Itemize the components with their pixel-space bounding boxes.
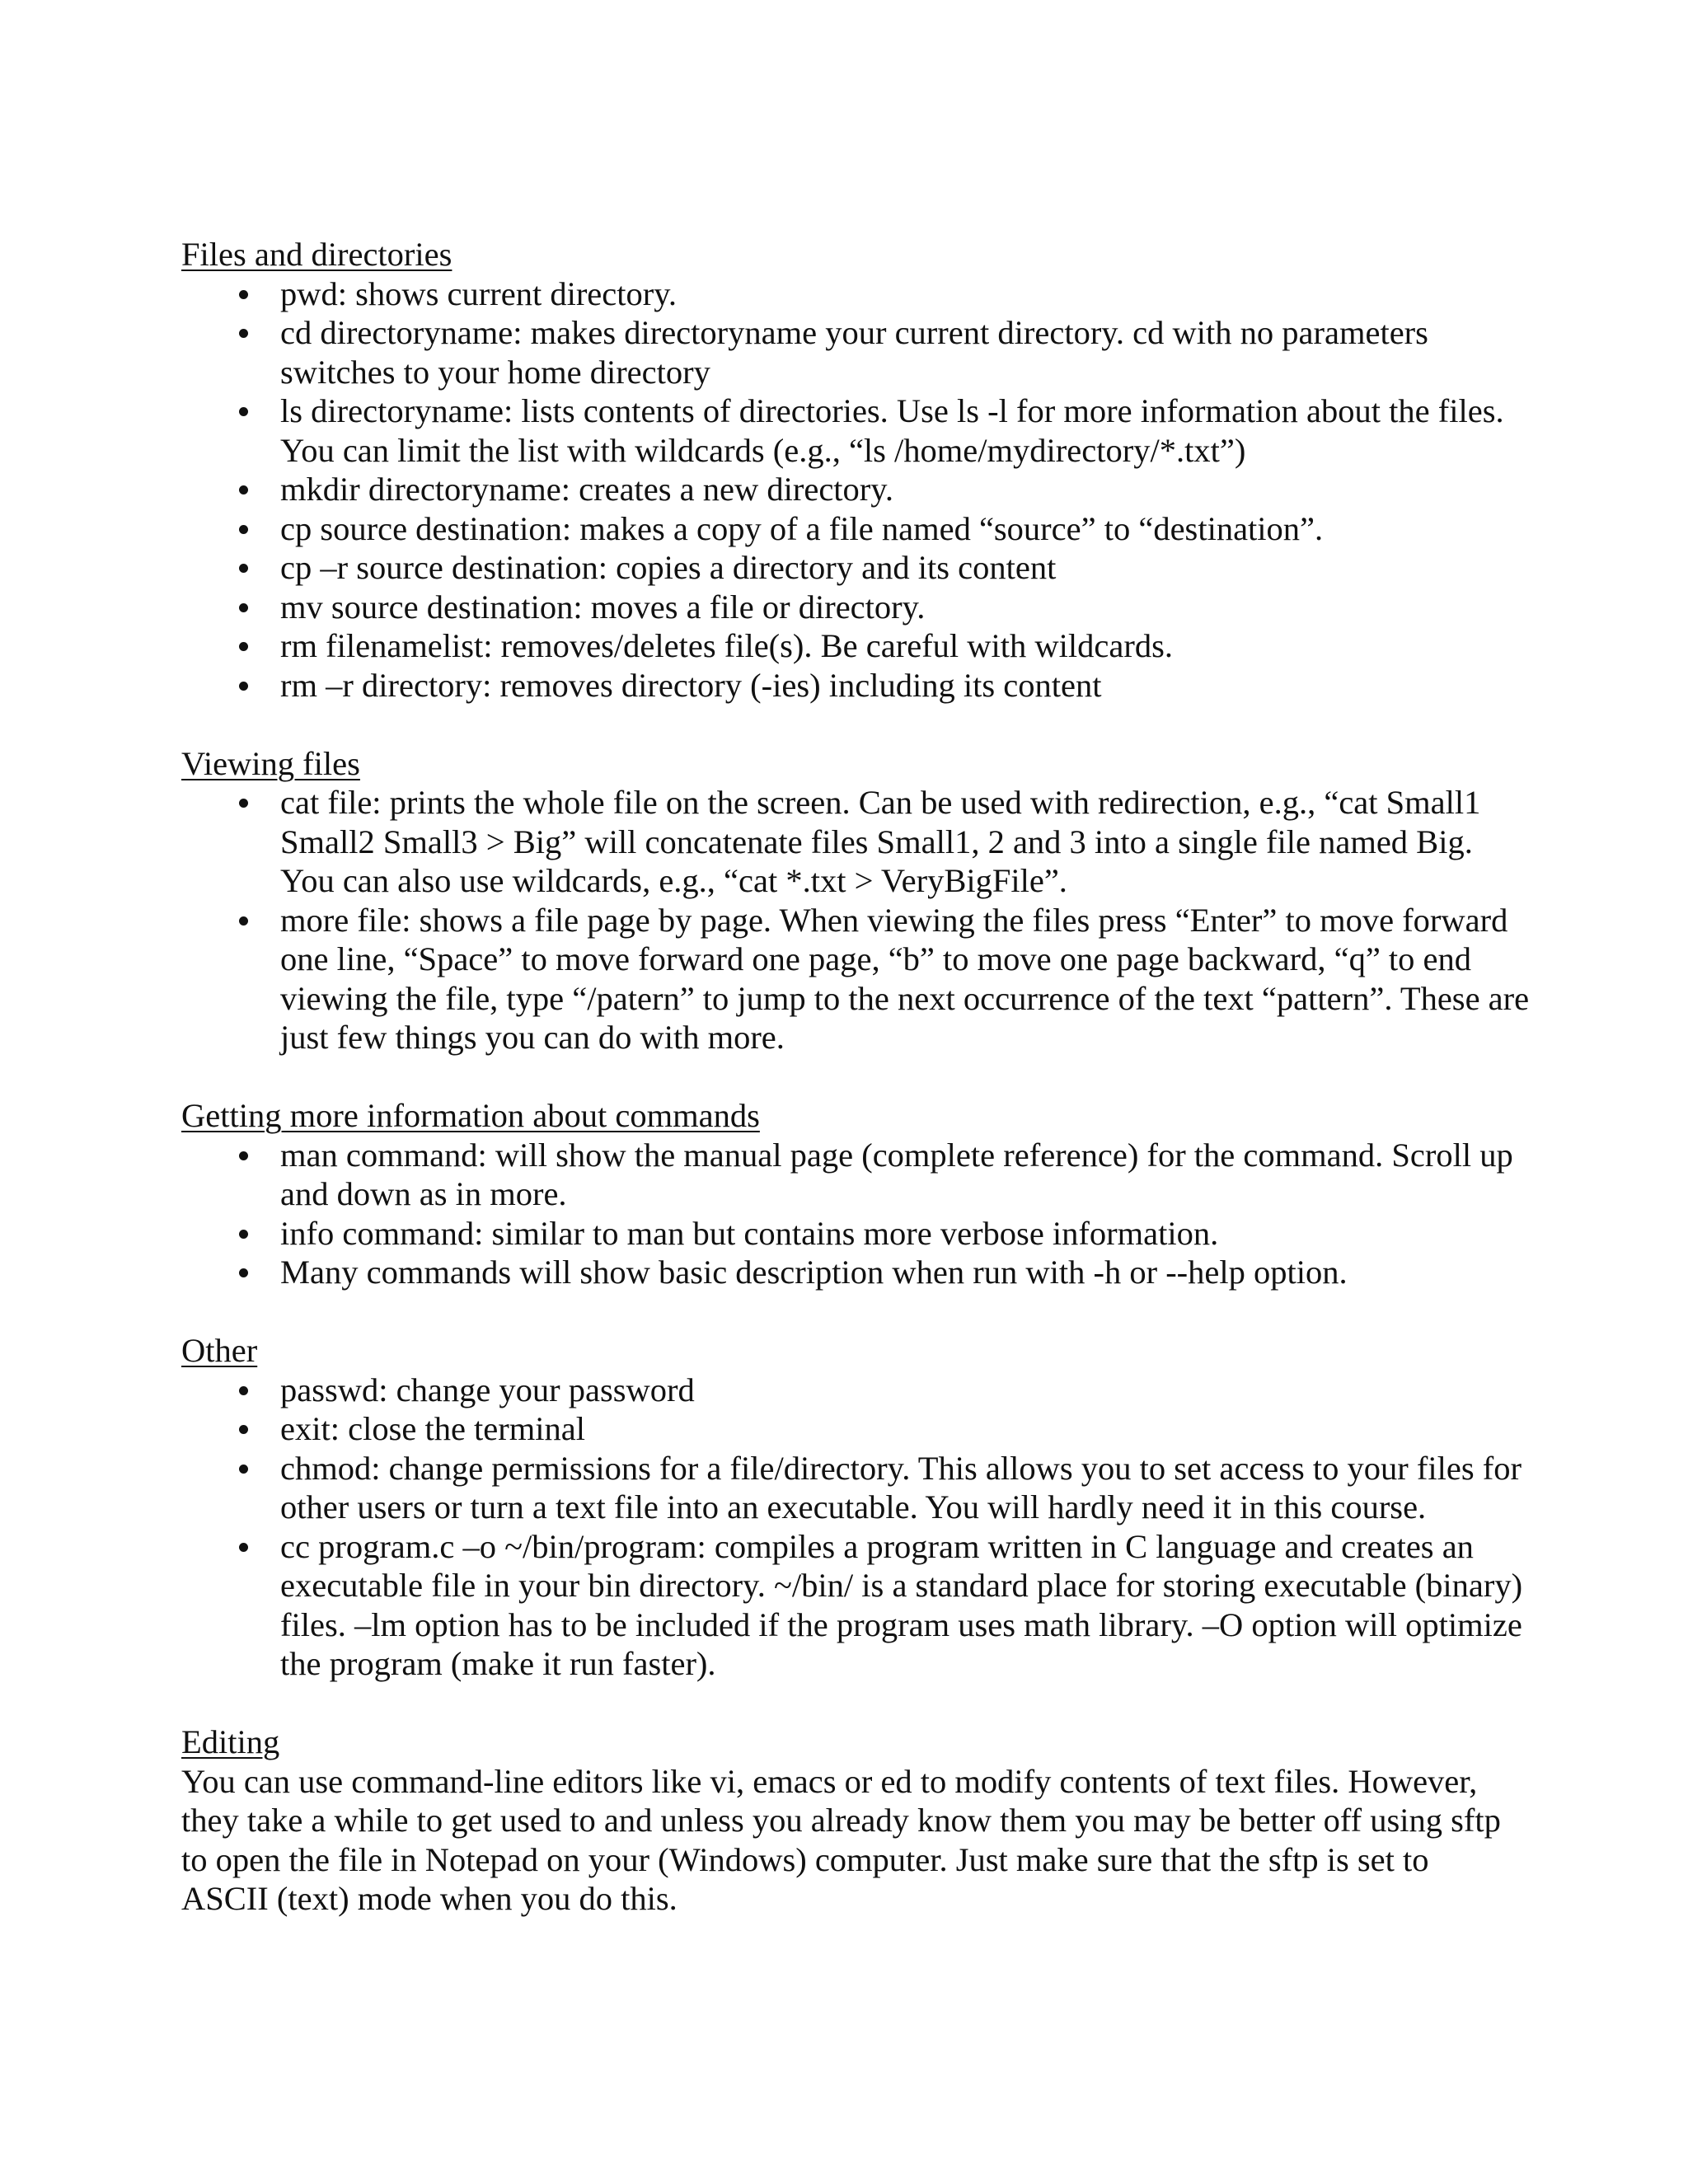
list-item xyxy=(181,626,1533,666)
list-item xyxy=(181,313,1533,391)
bullet-icon xyxy=(239,1425,248,1434)
bullet-icon xyxy=(239,1230,248,1239)
list-item-text: mkdir directoryname: creates a new directory. xyxy=(280,471,894,508)
bullet-icon xyxy=(239,290,248,299)
list-item xyxy=(181,1527,1533,1684)
document-content xyxy=(181,235,1533,1957)
list-item xyxy=(181,274,1533,314)
bullet-icon xyxy=(239,603,248,612)
list-item xyxy=(181,1214,1533,1254)
bullet-icon xyxy=(239,682,248,691)
list-item-text: man command: will show the manual page (complete reference) for the command. Scroll up and down as in more. xyxy=(280,1136,1513,1212)
list-item-text: ls directoryname: lists contents of directories. Use ls -l for more information about the files. You can limit the list with wildcards (e.g., “ls /home/mydirectory/*.txt”) xyxy=(280,392,1504,469)
list-item-text: rm –r directory: removes directory (-ies) including its content xyxy=(280,666,1102,704)
list-item xyxy=(181,509,1533,549)
list-item xyxy=(181,548,1533,588)
bullet-icon xyxy=(239,1386,248,1395)
section-more-information xyxy=(181,1096,1533,1292)
list-item-text: info command: similar to man but contains more verbose information. xyxy=(280,1214,1219,1252)
list-item-text: chmod: change permissions for a file/directory. This allows you to set access to your files for other users or turn a text file into an executable. You will hardly need it in this course. xyxy=(280,1449,1522,1526)
list-item xyxy=(181,470,1533,509)
section-heading: Other xyxy=(181,1332,258,1369)
bullet-icon xyxy=(239,1268,248,1277)
editing-paragraph: You can use command-line editors like vi, emacs or ed to modify contents of text files. However, they take a while to get used to and unless you already know them you may be better off using sftp to open the file in Notepad on your (Windows) computer. Just make sure that the sftp is set to ASCII (text) mode when you do this. xyxy=(181,1762,1501,1917)
bullet-icon xyxy=(239,564,248,573)
list-item xyxy=(181,1449,1533,1527)
bullet-icon xyxy=(239,329,248,338)
bullet-icon xyxy=(239,1465,248,1474)
bullet-icon xyxy=(239,916,248,926)
list-item-text: cat file: prints the whole file on the screen. Can be used with redirection, e.g., “cat Small1 Small2 Small3 > Big” will concatenate files Small1, 2 and 3 into a single file named Big. You can also use wildcards, e.g., “cat *.txt > VeryBigFile”. xyxy=(280,784,1481,899)
list-item-text: cc program.c –o ~/bin/program: compiles a program written in C language and creates an executable file in your bin directory. ~/bin/ is a standard place for storing executable (binary) files. –lm option has to be included if the program uses math library. –O option will optimize the program (make it run faster). xyxy=(280,1527,1523,1682)
bullet-icon xyxy=(239,525,248,534)
bullet-icon xyxy=(239,642,248,651)
list-item-text: cp –r source destination: copies a directory and its content xyxy=(280,549,1057,586)
list-item-text: mv source destination: moves a file or directory. xyxy=(280,588,926,626)
bullet-icon xyxy=(239,799,248,808)
list-item-text: more file: shows a file page by page. When viewing the files press “Enter” to move forward one line, “Space” to move forward one page, “b” to move one page backward, “q” to end viewing the file, type “/patern” to jump to the next occurrence of the text “pattern”. These are just few things you can do with more. xyxy=(280,901,1530,1056)
list-item-text: pwd: shows current directory. xyxy=(280,274,677,312)
section-viewing-files xyxy=(181,744,1533,1057)
list-item-text: cp source destination: makes a copy of a file named “source” to “destination”. xyxy=(280,509,1324,547)
list-item xyxy=(181,783,1533,901)
section-other xyxy=(181,1331,1533,1684)
section-heading: Editing xyxy=(181,1723,280,1760)
bullet-icon xyxy=(239,485,248,494)
section-heading: Files and directories xyxy=(181,236,452,273)
list-item-text: cd directoryname: makes directoryname your current directory. cd with no parameters switches to your home directory xyxy=(280,314,1428,391)
list-item xyxy=(181,1253,1533,1292)
bullet-icon xyxy=(239,407,248,416)
list-item xyxy=(181,588,1533,627)
list-item xyxy=(181,1409,1533,1449)
list-item xyxy=(181,901,1533,1057)
bullet-list xyxy=(181,1136,1533,1292)
list-item xyxy=(181,1136,1533,1214)
section-heading: Getting more information about commands xyxy=(181,1097,760,1134)
list-item-text: passwd: change your password xyxy=(280,1371,695,1408)
list-item-text: exit: close the terminal xyxy=(280,1410,585,1447)
bullet-icon xyxy=(239,1543,248,1552)
list-item xyxy=(181,666,1533,705)
bullet-list xyxy=(181,1371,1533,1684)
bullet-icon xyxy=(239,1151,248,1160)
section-files-and-directories xyxy=(181,235,1533,705)
list-item xyxy=(181,391,1533,470)
bullet-list xyxy=(181,274,1533,705)
list-item-text: Many commands will show basic description when run with -h or --help option. xyxy=(280,1254,1348,1291)
list-item-text: rm filenamelist: removes/deletes file(s). Be careful with wildcards. xyxy=(280,627,1173,664)
section-heading: Viewing files xyxy=(181,744,360,782)
bullet-list xyxy=(181,783,1533,1057)
section-editing xyxy=(181,1722,1533,1919)
list-item xyxy=(181,1371,1533,1410)
